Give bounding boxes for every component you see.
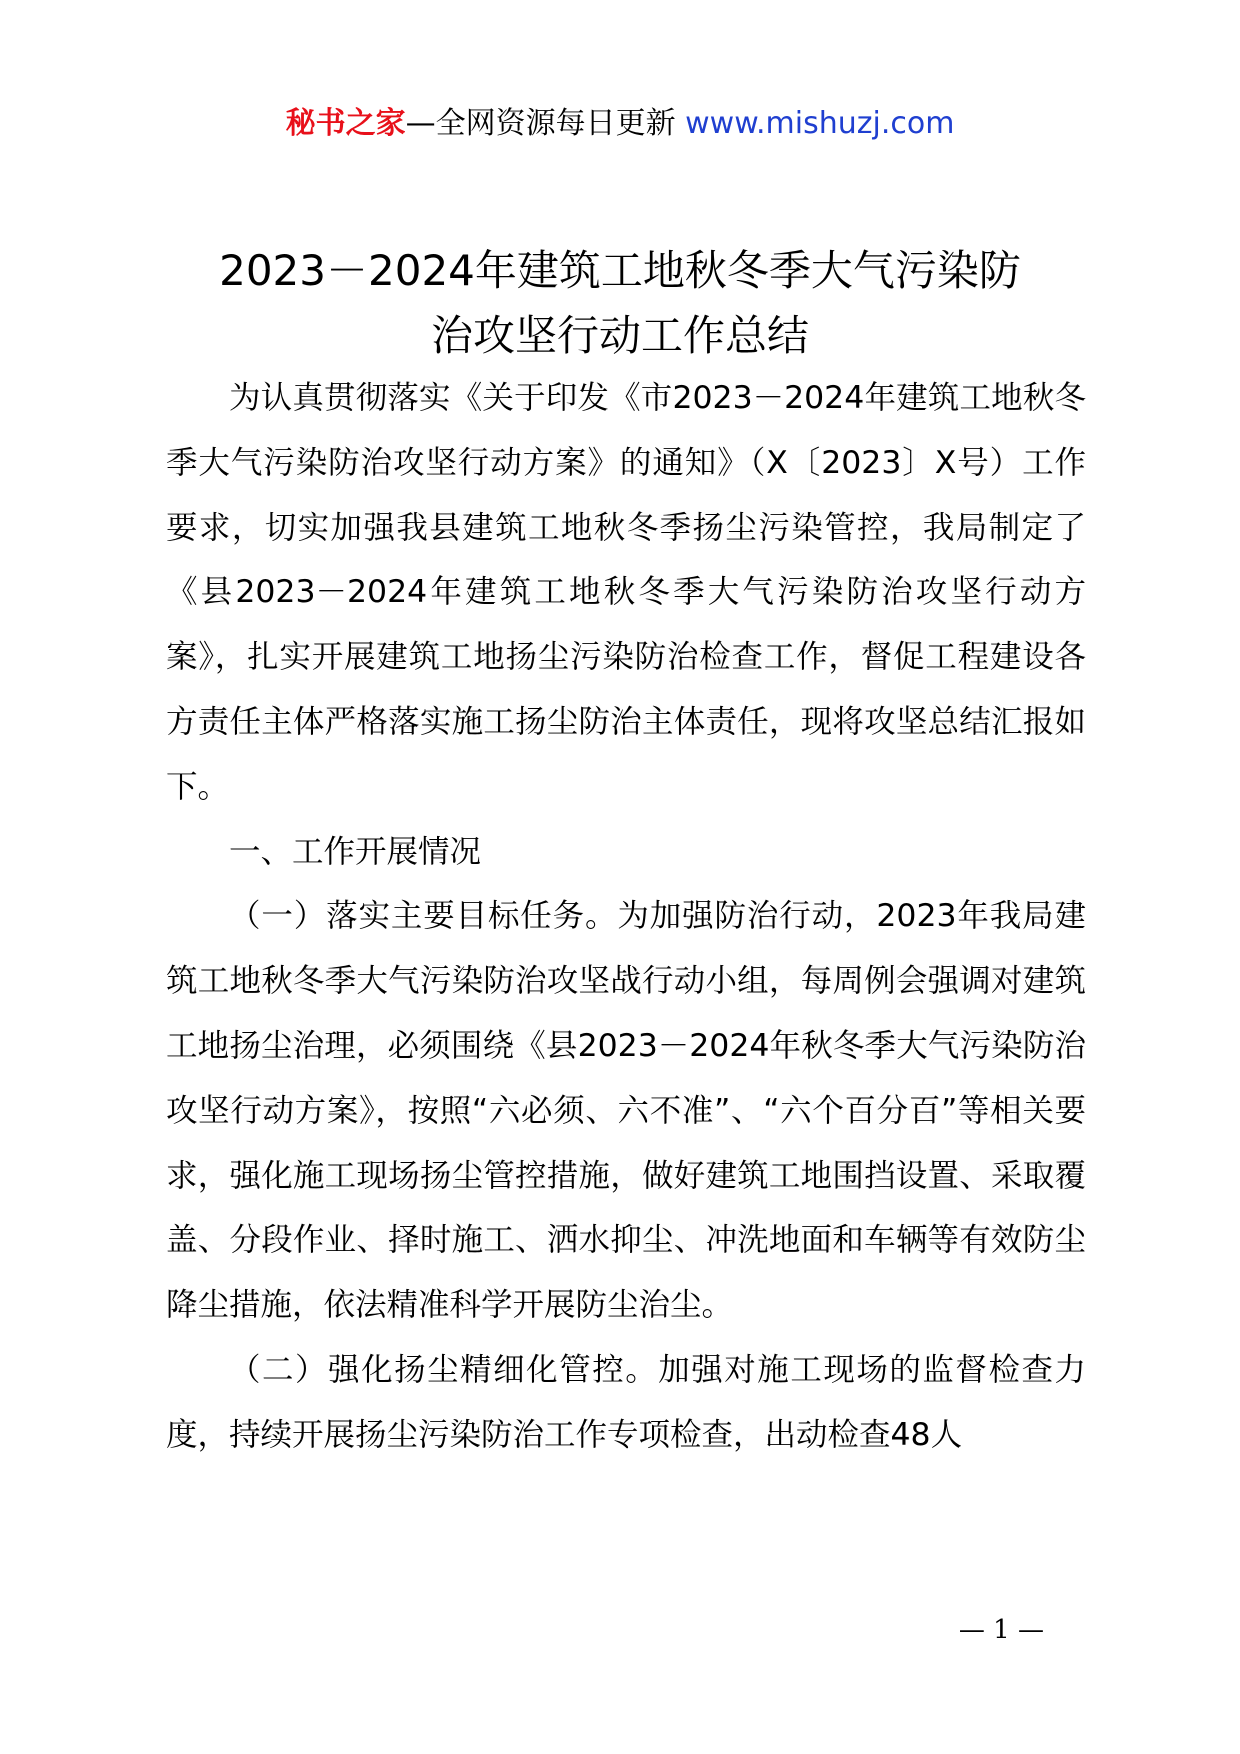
site-brand: 秘书之家 bbox=[285, 106, 406, 141]
page-number: — 1 — bbox=[958, 1615, 1044, 1645]
site-url-link[interactable]: www.mishuzj.com bbox=[685, 106, 955, 141]
site-tagline: —全网资源每日更新 bbox=[405, 106, 686, 141]
document-body bbox=[166, 366, 1086, 1468]
document-title bbox=[0, 238, 1240, 368]
paragraph-section-1-1: （一）落实主要目标任务。为加强防治行动，2023年我局建筑工地秋冬季大气污染防治攻坚战行动小组，每周例会强调对建筑工地扬尘治理，必须围绕《县2023－2024年秋冬季大气污染防治攻坚行动方案》，按照“六必须、六不准”、“六个百分百”等相关要求，强化施工现场扬尘管控措施，做好建筑工地围挡设置、采取覆盖、分段作业、择时施工、洒水抑尘、冲洗地面和车辆等有效防尘降尘措施，依法精准科学开展防尘治尘。 bbox=[166, 898, 1086, 1324]
site-header bbox=[0, 102, 1240, 146]
section-heading-1: 一、工作开展情况 bbox=[229, 833, 482, 870]
paragraph-intro: 为认真贯彻落实《关于印发《市2023－2024年建筑工地秋冬季大气污染防治攻坚行动方案》的通知》（X〔2023〕X号）工作要求，切实加强我县建筑工地秋冬季扬尘污染管控，我局制定了《县2023－2024年建筑工地秋冬季大气污染防治攻坚行动方案》，扎实开展建筑工地扬尘污染防治检查工作，督促工程建设各方责任主体严格落实施工扬尘防治主体责任，现将攻坚总结汇报如下。 bbox=[166, 380, 1086, 805]
title-line-1: 2023－2024年建筑工地秋冬季大气污染防 bbox=[219, 246, 1021, 295]
title-line-2: 治攻坚行动工作总结 bbox=[430, 311, 809, 360]
paragraph-section-1-2: （二）强化扬尘精细化管控。加强对施工现场的监督检查力度，持续开展扬尘污染防治工作专项检查，出动检查48人 bbox=[166, 1351, 1086, 1453]
